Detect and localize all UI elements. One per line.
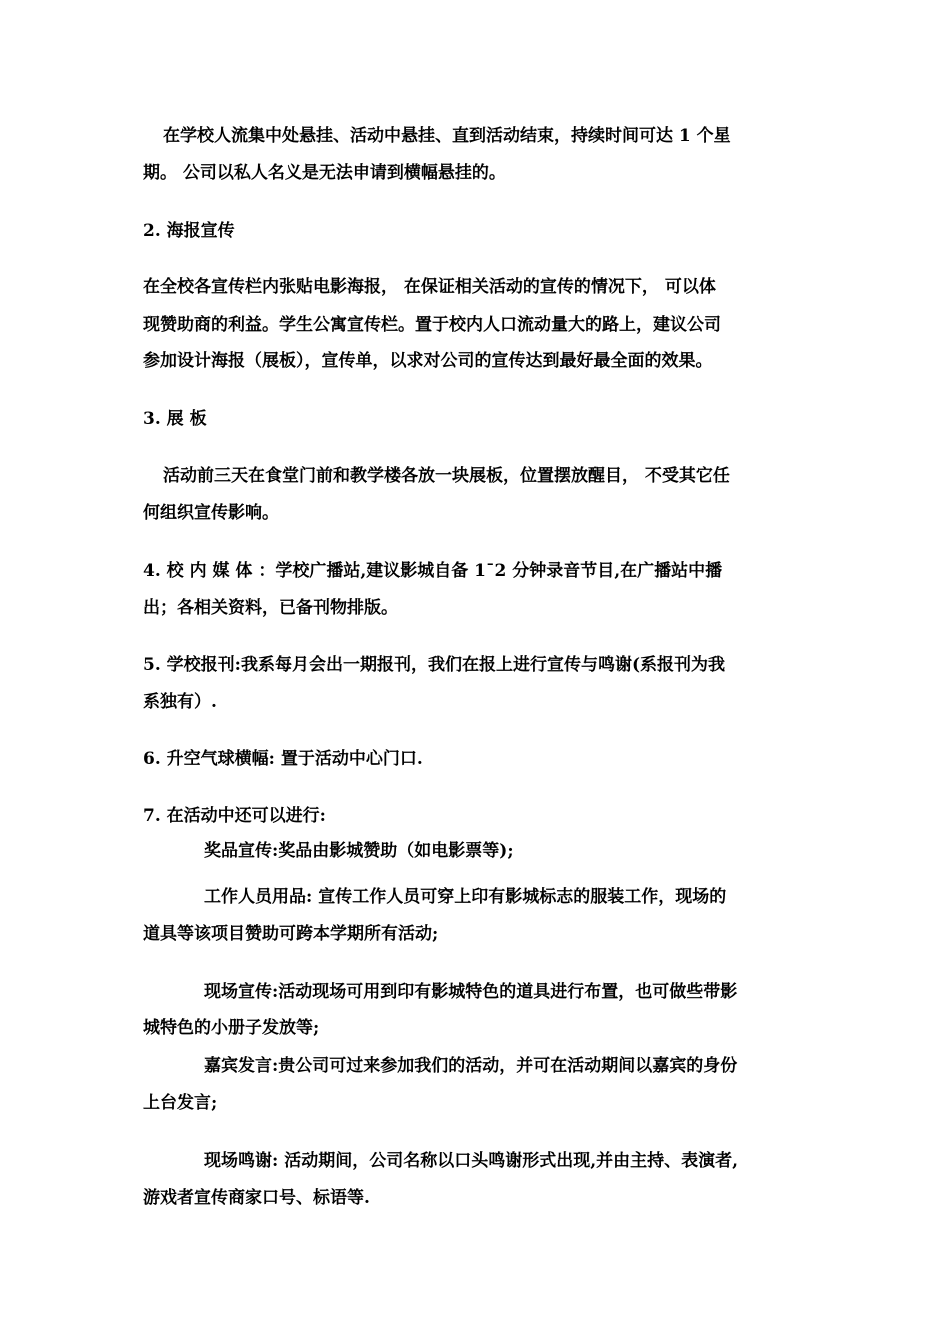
item-staff-supplies-line-1: 工作人员用品: 宣传工作人员可穿上印有影城标志的服装工作，现场的 <box>204 887 727 907</box>
paragraph-campus-media-line-2: 出；各相关资料，已备刊物排版。 <box>143 598 398 618</box>
item-onsite-promotion-line-1: 现场宣传:活动现场可用到印有影城特色的道具进行布置，也可做些带影 <box>204 982 738 1002</box>
paragraph-poster-line-2: 现赞助商的利益。学生公寓宣传栏。置于校内人口流动量大的路上，建议公司 <box>143 315 721 335</box>
item-staff-supplies-line-2: 道具等该项目赞助可跨本学期所有活动; <box>143 924 439 944</box>
paragraph-school-paper-line-1: 5. 学校报刊:我系每月会出一期报刊，我们在报上进行宣传与鸣谢(系报刊为我 <box>143 655 725 675</box>
item-guest-speech-line-2: 上台发言; <box>143 1093 218 1113</box>
paragraph-banner-line-2: 期。 公司以私人名义是无法申请到横幅悬挂的。 <box>143 163 506 183</box>
paragraph-activities-heading: 7. 在活动中还可以进行: <box>143 806 326 826</box>
item-prize-promotion: 奖品宣传:奖品由影城赞助（如电影票等); <box>204 841 514 861</box>
section-heading-display-board: 3. 展 板 <box>143 409 207 429</box>
item-onsite-promotion-line-2: 城特色的小册子发放等; <box>143 1018 320 1038</box>
paragraph-banner-line-1: 在学校人流集中处悬挂、活动中悬挂、直到活动结束，持续时间可达 1 个星 <box>163 126 731 146</box>
paragraph-balloon-banner: 6. 升空气球横幅: 置于活动中心门口. <box>143 749 423 769</box>
paragraph-display-line-2: 何组织宣传影响。 <box>143 503 279 523</box>
paragraph-school-paper-line-2: 系独有）. <box>143 692 217 712</box>
paragraph-display-line-1: 活动前三天在食堂门前和教学楼各放一块展板，位置摆放醒目， 不受其它任 <box>163 466 730 486</box>
section-heading-poster: 2. 海报宣传 <box>143 221 235 241</box>
item-onsite-thanks-line-2: 游戏者宣传商家口号、标语等. <box>143 1188 370 1208</box>
paragraph-campus-media-line-1: 4. 校 内 媒 体 ：学校广播站,建议影城自备 1¯2 分钟录音节目,在广播站中播 <box>143 561 723 581</box>
item-guest-speech-line-1: 嘉宾发言:贵公司可过来参加我们的活动，并可在活动期间以嘉宾的身份 <box>204 1056 738 1076</box>
item-onsite-thanks-line-1: 现场鸣谢: 活动期间，公司名称以口头鸣谢形式出现,并由主持、表演者, <box>204 1151 739 1171</box>
paragraph-poster-line-1: 在全校各宣传栏内张贴电影海报， 在保证相关活动的宣传的情况下， 可以体 <box>143 277 716 297</box>
paragraph-poster-line-3: 参加设计海报（展板），宣传单，以求对公司的宣传达到最好最全面的效果。 <box>143 351 713 371</box>
